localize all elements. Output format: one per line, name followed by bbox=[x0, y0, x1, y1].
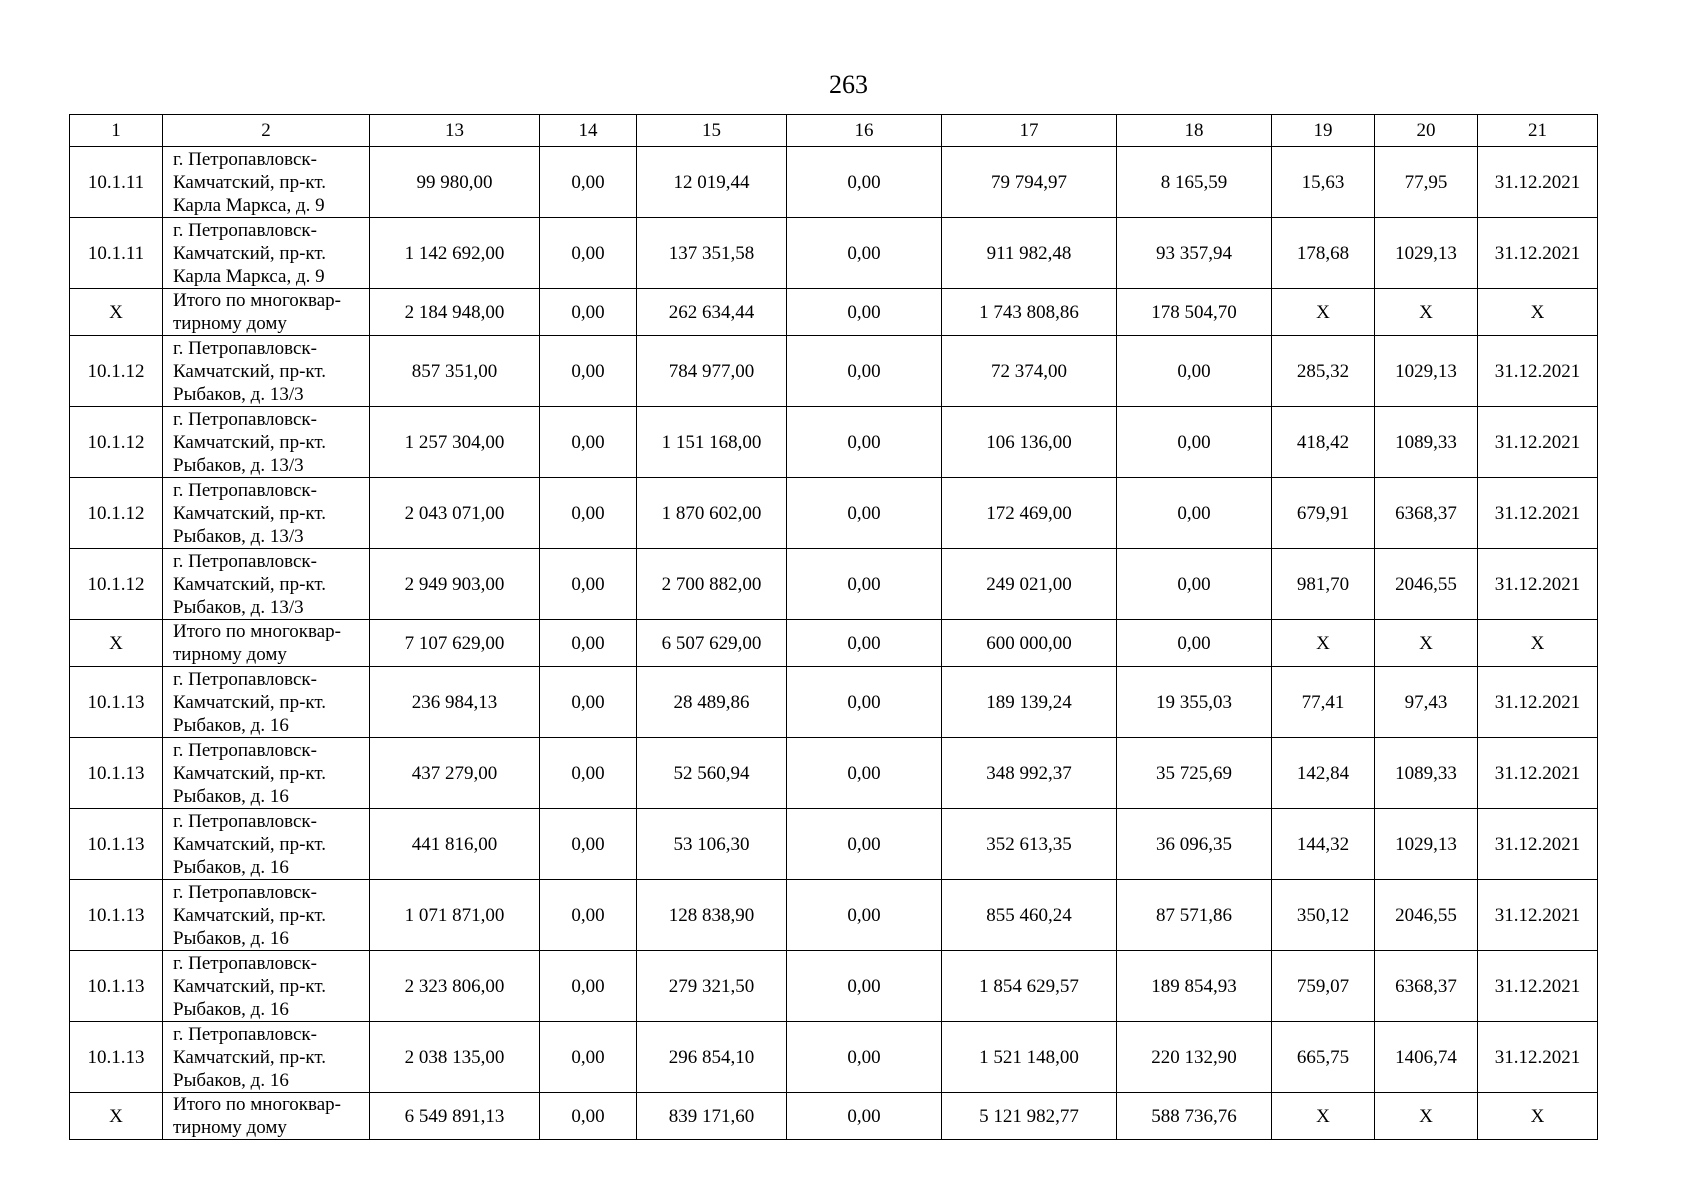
table-cell-col-1: 10.1.13 bbox=[70, 738, 163, 809]
table-cell-col-15: 262 634,44 bbox=[637, 289, 787, 336]
table-cell-col-18: 0,00 bbox=[1117, 407, 1272, 478]
table-cell-col-20: 6368,37 bbox=[1375, 478, 1478, 549]
table-cell-col-16: 0,00 bbox=[787, 951, 942, 1022]
table-cell-col-16: 0,00 bbox=[787, 738, 942, 809]
table-cell-col-1: 10.1.13 bbox=[70, 951, 163, 1022]
total-row bbox=[70, 1093, 1598, 1140]
table-cell-col-1: X bbox=[70, 289, 163, 336]
table-cell-col-13: 2 323 806,00 bbox=[370, 951, 540, 1022]
table-cell-col-1: X bbox=[70, 1093, 163, 1140]
table-cell-col-20: 1029,13 bbox=[1375, 218, 1478, 289]
table-cell-col-2: г. Петропавловск- Камчатский, пр-кт. Рыбаков, д. 13/3 bbox=[163, 549, 370, 620]
table-cell-col-19: X bbox=[1272, 289, 1375, 336]
table-cell-col-17: 79 794,97 bbox=[942, 147, 1117, 218]
table-cell-col-17: 72 374,00 bbox=[942, 336, 1117, 407]
table-cell-col-14: 0,00 bbox=[540, 738, 637, 809]
total-row bbox=[70, 620, 1598, 667]
table-cell-col-1: 10.1.12 bbox=[70, 478, 163, 549]
table-cell-col-13: 6 549 891,13 bbox=[370, 1093, 540, 1140]
table-cell-col-20: 1406,74 bbox=[1375, 1022, 1478, 1093]
table-cell-col-18: 0,00 bbox=[1117, 620, 1272, 667]
table-row bbox=[70, 336, 1598, 407]
table-cell-col-15: 52 560,94 bbox=[637, 738, 787, 809]
table-cell-col-2: г. Петропавловск- Камчатский, пр-кт. Рыбаков, д. 16 bbox=[163, 880, 370, 951]
table-cell-col-14: 0,00 bbox=[540, 336, 637, 407]
table-cell-col-20: X bbox=[1375, 289, 1478, 336]
table-cell-col-14: 0,00 bbox=[540, 478, 637, 549]
table-cell-col-15: 28 489,86 bbox=[637, 667, 787, 738]
table-cell-col-13: 1 071 871,00 bbox=[370, 880, 540, 951]
table-cell-col-2: Итого по многоквар- тирному дому bbox=[163, 289, 370, 336]
table-cell-col-18: 36 096,35 bbox=[1117, 809, 1272, 880]
table-cell-col-17: 5 121 982,77 bbox=[942, 1093, 1117, 1140]
column-header-17: 17 bbox=[942, 115, 1117, 147]
table-cell-col-13: 236 984,13 bbox=[370, 667, 540, 738]
table-cell-col-19: 144,32 bbox=[1272, 809, 1375, 880]
table-cell-col-2: г. Петропавловск- Камчатский, пр-кт. Рыбаков, д. 13/3 bbox=[163, 478, 370, 549]
table-cell-col-16: 0,00 bbox=[787, 880, 942, 951]
table-row bbox=[70, 147, 1598, 218]
table-cell-col-16: 0,00 bbox=[787, 667, 942, 738]
table-cell-col-16: 0,00 bbox=[787, 1093, 942, 1140]
table-cell-col-15: 137 351,58 bbox=[637, 218, 787, 289]
table-cell-col-15: 128 838,90 bbox=[637, 880, 787, 951]
table-cell-col-19: 77,41 bbox=[1272, 667, 1375, 738]
table-cell-col-15: 296 854,10 bbox=[637, 1022, 787, 1093]
table-row bbox=[70, 478, 1598, 549]
table-cell-col-20: X bbox=[1375, 620, 1478, 667]
table-cell-col-16: 0,00 bbox=[787, 478, 942, 549]
table-cell-col-1: 10.1.13 bbox=[70, 880, 163, 951]
table-cell-col-13: 2 949 903,00 bbox=[370, 549, 540, 620]
header-row bbox=[70, 115, 1598, 147]
table-cell-col-13: 7 107 629,00 bbox=[370, 620, 540, 667]
table-cell-col-15: 1 151 168,00 bbox=[637, 407, 787, 478]
table-cell-col-17: 600 000,00 bbox=[942, 620, 1117, 667]
table-cell-col-20: X bbox=[1375, 1093, 1478, 1140]
column-header-1: 1 bbox=[70, 115, 163, 147]
table-cell-col-21: 31.12.2021 bbox=[1478, 1022, 1598, 1093]
table-cell-col-14: 0,00 bbox=[540, 667, 637, 738]
table-cell-col-2: г. Петропавловск- Камчатский, пр-кт. Карла Маркса, д. 9 bbox=[163, 218, 370, 289]
table-cell-col-1: 10.1.13 bbox=[70, 667, 163, 738]
table-cell-col-2: г. Петропавловск- Камчатский, пр-кт. Рыбаков, д. 13/3 bbox=[163, 407, 370, 478]
table-cell-col-16: 0,00 bbox=[787, 549, 942, 620]
page-number: 263 bbox=[829, 70, 868, 99]
column-header-13: 13 bbox=[370, 115, 540, 147]
table-row bbox=[70, 738, 1598, 809]
table-cell-col-17: 189 139,24 bbox=[942, 667, 1117, 738]
table-cell-col-21: X bbox=[1478, 289, 1598, 336]
table-cell-col-21: 31.12.2021 bbox=[1478, 336, 1598, 407]
table-cell-col-14: 0,00 bbox=[540, 289, 637, 336]
table-cell-col-14: 0,00 bbox=[540, 880, 637, 951]
table-cell-col-21: X bbox=[1478, 1093, 1598, 1140]
column-header-2: 2 bbox=[163, 115, 370, 147]
table-cell-col-18: 8 165,59 bbox=[1117, 147, 1272, 218]
table-cell-col-18: 35 725,69 bbox=[1117, 738, 1272, 809]
table-cell-col-17: 911 982,48 bbox=[942, 218, 1117, 289]
table-cell-col-13: 2 038 135,00 bbox=[370, 1022, 540, 1093]
table-cell-col-15: 12 019,44 bbox=[637, 147, 787, 218]
table-cell-col-2: г. Петропавловск- Камчатский, пр-кт. Рыбаков, д. 16 bbox=[163, 809, 370, 880]
table-cell-col-16: 0,00 bbox=[787, 147, 942, 218]
table-row bbox=[70, 1022, 1598, 1093]
table-row bbox=[70, 218, 1598, 289]
data-table bbox=[69, 114, 1598, 1140]
table-cell-col-2: г. Петропавловск- Камчатский, пр-кт. Рыбаков, д. 16 bbox=[163, 1022, 370, 1093]
table-cell-col-18: 87 571,86 bbox=[1117, 880, 1272, 951]
total-row bbox=[70, 289, 1598, 336]
table-cell-col-1: X bbox=[70, 620, 163, 667]
table-cell-col-2: Итого по многоквар- тирному дому bbox=[163, 1093, 370, 1140]
table-cell-col-16: 0,00 bbox=[787, 1022, 942, 1093]
table-cell-col-17: 348 992,37 bbox=[942, 738, 1117, 809]
table-cell-col-18: 178 504,70 bbox=[1117, 289, 1272, 336]
table-cell-col-20: 77,95 bbox=[1375, 147, 1478, 218]
table-cell-col-19: 178,68 bbox=[1272, 218, 1375, 289]
table-cell-col-18: 588 736,76 bbox=[1117, 1093, 1272, 1140]
table-cell-col-18: 0,00 bbox=[1117, 549, 1272, 620]
table-cell-col-2: г. Петропавловск- Камчатский, пр-кт. Рыбаков, д. 13/3 bbox=[163, 336, 370, 407]
table-row bbox=[70, 549, 1598, 620]
table-cell-col-21: 31.12.2021 bbox=[1478, 880, 1598, 951]
table-cell-col-13: 857 351,00 bbox=[370, 336, 540, 407]
table-cell-col-19: 418,42 bbox=[1272, 407, 1375, 478]
table-cell-col-13: 1 257 304,00 bbox=[370, 407, 540, 478]
table-cell-col-20: 1089,33 bbox=[1375, 738, 1478, 809]
table-cell-col-20: 2046,55 bbox=[1375, 880, 1478, 951]
table-cell-col-15: 1 870 602,00 bbox=[637, 478, 787, 549]
table-cell-col-17: 855 460,24 bbox=[942, 880, 1117, 951]
table-cell-col-2: г. Петропавловск- Камчатский, пр-кт. Рыбаков, д. 16 bbox=[163, 738, 370, 809]
column-header-18: 18 bbox=[1117, 115, 1272, 147]
table-row bbox=[70, 951, 1598, 1022]
table-cell-col-14: 0,00 bbox=[540, 809, 637, 880]
table-cell-col-19: 350,12 bbox=[1272, 880, 1375, 951]
table-cell-col-19: 679,91 bbox=[1272, 478, 1375, 549]
table-cell-col-18: 0,00 bbox=[1117, 478, 1272, 549]
table-cell-col-18: 0,00 bbox=[1117, 336, 1272, 407]
table-cell-col-2: г. Петропавловск- Камчатский, пр-кт. Рыбаков, д. 16 bbox=[163, 667, 370, 738]
table-cell-col-17: 1 521 148,00 bbox=[942, 1022, 1117, 1093]
table-cell-col-16: 0,00 bbox=[787, 407, 942, 478]
table-cell-col-19: 285,32 bbox=[1272, 336, 1375, 407]
table-body bbox=[70, 115, 1598, 1140]
table-cell-col-1: 10.1.13 bbox=[70, 1022, 163, 1093]
table-cell-col-21: 31.12.2021 bbox=[1478, 147, 1598, 218]
column-header-20: 20 bbox=[1375, 115, 1478, 147]
table-cell-col-18: 189 854,93 bbox=[1117, 951, 1272, 1022]
table-cell-col-14: 0,00 bbox=[540, 549, 637, 620]
table-row bbox=[70, 407, 1598, 478]
table-cell-col-17: 249 021,00 bbox=[942, 549, 1117, 620]
column-header-19: 19 bbox=[1272, 115, 1375, 147]
table-cell-col-21: 31.12.2021 bbox=[1478, 549, 1598, 620]
table-row bbox=[70, 667, 1598, 738]
table-cell-col-14: 0,00 bbox=[540, 218, 637, 289]
table-cell-col-17: 1 743 808,86 bbox=[942, 289, 1117, 336]
table-cell-col-19: 981,70 bbox=[1272, 549, 1375, 620]
table-cell-col-17: 106 136,00 bbox=[942, 407, 1117, 478]
table-cell-col-1: 10.1.11 bbox=[70, 147, 163, 218]
column-header-15: 15 bbox=[637, 115, 787, 147]
table-cell-col-19: 15,63 bbox=[1272, 147, 1375, 218]
table-cell-col-21: 31.12.2021 bbox=[1478, 951, 1598, 1022]
table-cell-col-1: 10.1.13 bbox=[70, 809, 163, 880]
table-cell-col-15: 6 507 629,00 bbox=[637, 620, 787, 667]
table-cell-col-15: 279 321,50 bbox=[637, 951, 787, 1022]
table-cell-col-21: 31.12.2021 bbox=[1478, 809, 1598, 880]
table-cell-col-2: г. Петропавловск- Камчатский, пр-кт. Рыбаков, д. 16 bbox=[163, 951, 370, 1022]
table-cell-col-20: 2046,55 bbox=[1375, 549, 1478, 620]
table-cell-col-20: 97,43 bbox=[1375, 667, 1478, 738]
table-cell-col-15: 784 977,00 bbox=[637, 336, 787, 407]
table-cell-col-21: 31.12.2021 bbox=[1478, 667, 1598, 738]
table-cell-col-14: 0,00 bbox=[540, 407, 637, 478]
table-cell-col-1: 10.1.12 bbox=[70, 549, 163, 620]
table-cell-col-21: 31.12.2021 bbox=[1478, 218, 1598, 289]
table-cell-col-14: 0,00 bbox=[540, 147, 637, 218]
table-cell-col-15: 2 700 882,00 bbox=[637, 549, 787, 620]
table-cell-col-2: Итого по многоквар- тирному дому bbox=[163, 620, 370, 667]
table-cell-col-17: 172 469,00 bbox=[942, 478, 1117, 549]
table-cell-col-16: 0,00 bbox=[787, 620, 942, 667]
table-cell-col-18: 93 357,94 bbox=[1117, 218, 1272, 289]
table-row bbox=[70, 880, 1598, 951]
table-cell-col-13: 437 279,00 bbox=[370, 738, 540, 809]
table-cell-col-13: 2 043 071,00 bbox=[370, 478, 540, 549]
table-cell-col-17: 352 613,35 bbox=[942, 809, 1117, 880]
table-row bbox=[70, 809, 1598, 880]
table-cell-col-19: 142,84 bbox=[1272, 738, 1375, 809]
table-cell-col-19: 665,75 bbox=[1272, 1022, 1375, 1093]
column-header-21: 21 bbox=[1478, 115, 1598, 147]
table-cell-col-20: 1029,13 bbox=[1375, 336, 1478, 407]
table-cell-col-20: 1029,13 bbox=[1375, 809, 1478, 880]
table-cell-col-14: 0,00 bbox=[540, 620, 637, 667]
table-cell-col-17: 1 854 629,57 bbox=[942, 951, 1117, 1022]
table-cell-col-20: 6368,37 bbox=[1375, 951, 1478, 1022]
table-cell-col-13: 441 816,00 bbox=[370, 809, 540, 880]
table-cell-col-19: X bbox=[1272, 1093, 1375, 1140]
table-cell-col-13: 1 142 692,00 bbox=[370, 218, 540, 289]
column-header-16: 16 bbox=[787, 115, 942, 147]
table-cell-col-21: 31.12.2021 bbox=[1478, 738, 1598, 809]
table-cell-col-18: 220 132,90 bbox=[1117, 1022, 1272, 1093]
table-cell-col-1: 10.1.12 bbox=[70, 336, 163, 407]
table-cell-col-16: 0,00 bbox=[787, 289, 942, 336]
table-cell-col-1: 10.1.11 bbox=[70, 218, 163, 289]
column-header-14: 14 bbox=[540, 115, 637, 147]
table-cell-col-21: X bbox=[1478, 620, 1598, 667]
table-cell-col-21: 31.12.2021 bbox=[1478, 478, 1598, 549]
table-cell-col-19: X bbox=[1272, 620, 1375, 667]
table-cell-col-14: 0,00 bbox=[540, 1022, 637, 1093]
table-cell-col-13: 2 184 948,00 bbox=[370, 289, 540, 336]
table-cell-col-20: 1089,33 bbox=[1375, 407, 1478, 478]
table-cell-col-1: 10.1.12 bbox=[70, 407, 163, 478]
table-cell-col-16: 0,00 bbox=[787, 336, 942, 407]
table-cell-col-19: 759,07 bbox=[1272, 951, 1375, 1022]
table-cell-col-21: 31.12.2021 bbox=[1478, 407, 1598, 478]
table-cell-col-16: 0,00 bbox=[787, 809, 942, 880]
table-cell-col-18: 19 355,03 bbox=[1117, 667, 1272, 738]
table-cell-col-16: 0,00 bbox=[787, 218, 942, 289]
table-cell-col-2: г. Петропавловск- Камчатский, пр-кт. Карла Маркса, д. 9 bbox=[163, 147, 370, 218]
table-cell-col-14: 0,00 bbox=[540, 951, 637, 1022]
table-cell-col-13: 99 980,00 bbox=[370, 147, 540, 218]
table-cell-col-15: 839 171,60 bbox=[637, 1093, 787, 1140]
table-cell-col-15: 53 106,30 bbox=[637, 809, 787, 880]
table-cell-col-14: 0,00 bbox=[540, 1093, 637, 1140]
